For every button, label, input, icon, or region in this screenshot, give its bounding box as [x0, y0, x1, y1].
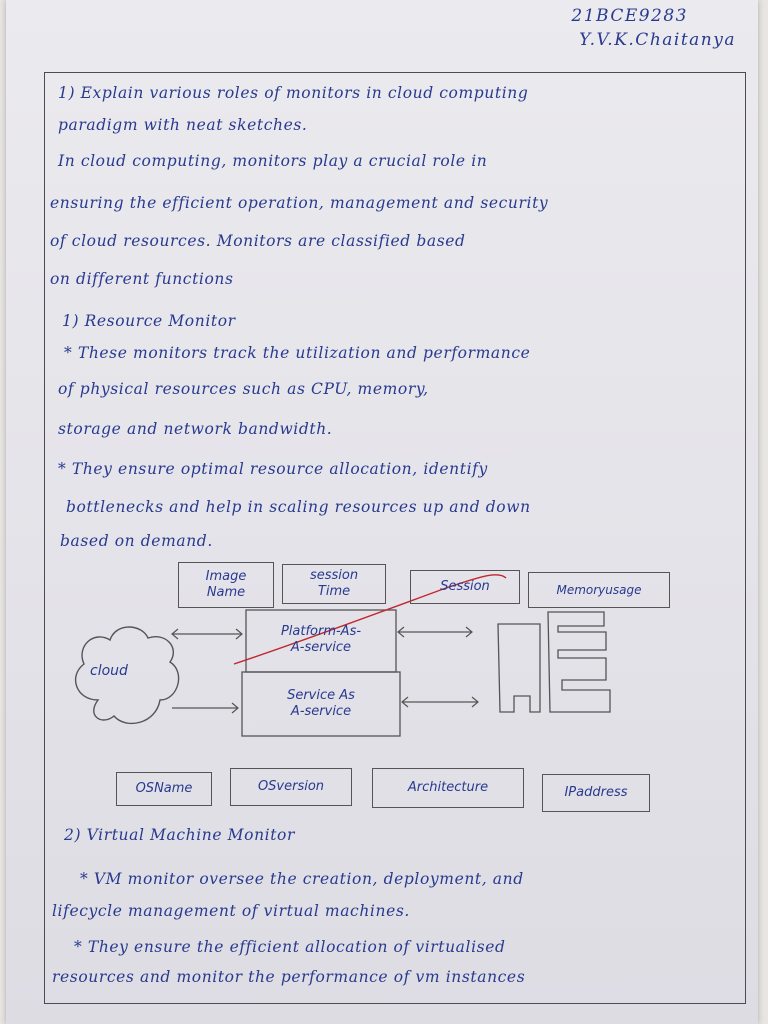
notebook-page [6, 0, 758, 1024]
question-line-2: paradigm with neat sketches. [58, 116, 308, 134]
intro-line-3: of cloud resources. Monitors are classified based [50, 232, 466, 250]
section1-bullet2-line1: * They ensure optimal resource allocation, identify [58, 460, 488, 478]
section1-bullet1-line1: * These monitors track the utilization and performance [64, 344, 531, 362]
student-name: Y.V.K.Chaitanya [579, 30, 736, 50]
section1-heading: 1) Resource Monitor [62, 312, 236, 330]
section2-bullet2-line1: * They ensure the efficient allocation of virtualised [74, 938, 506, 956]
paas-label: Platform-As- A-service [280, 623, 362, 655]
architecture-box: Architecture [372, 768, 524, 808]
session-time-box: session Time [282, 564, 386, 604]
section1-bullet1-line3: storage and network bandwidth. [58, 420, 333, 438]
intro-line-2: ensuring the efficient operation, management and security [50, 194, 549, 212]
section2-heading: 2) Virtual Machine Monitor [64, 826, 295, 844]
saas-label: Service As A-service [287, 687, 355, 719]
section2-bullet1-line2: lifecycle management of virtual machines. [52, 902, 410, 920]
session-box: Session [410, 570, 520, 604]
section1-bullet2-line3: based on demand. [60, 532, 213, 550]
server-sketch [498, 612, 610, 712]
section2-bullet1-line1: * VM monitor oversee the creation, deployment, and [80, 870, 524, 888]
intro-line-4: on different functions [50, 270, 234, 288]
memory-usage-box: Memoryusage [528, 572, 670, 608]
section2-bullet2-line2: resources and monitor the performance of vm instances [52, 968, 526, 986]
section1-bullet2-line2: bottlenecks and help in scaling resources up and down [66, 498, 531, 516]
question-line-1: 1) Explain various roles of monitors in cloud computing [58, 84, 529, 102]
ip-address-box: IPaddress [542, 774, 650, 812]
image-name-box: Image Name [178, 562, 274, 608]
os-version-box: OSversion [230, 768, 352, 806]
os-name-box: OSName [116, 772, 212, 806]
cloud-label: cloud [90, 663, 128, 680]
roll-number: 21BCE9283 [571, 6, 688, 26]
intro-line-1: In cloud computing, monitors play a crucial role in [58, 152, 488, 170]
section1-bullet1-line2: of physical resources such as CPU, memory, [58, 380, 429, 398]
